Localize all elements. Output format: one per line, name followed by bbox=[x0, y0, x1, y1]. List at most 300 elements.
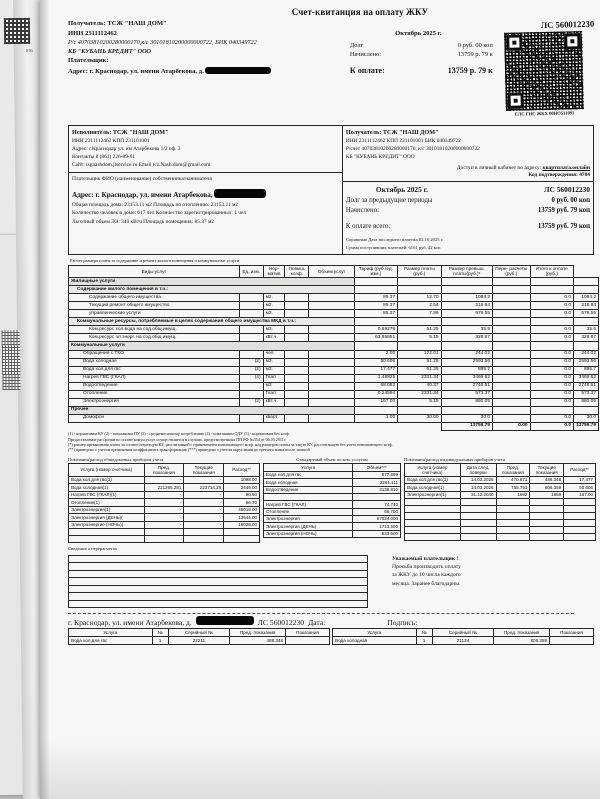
info-right-column bbox=[343, 126, 593, 254]
header-amounts-block bbox=[344, 20, 493, 77]
redaction-bar-address bbox=[205, 67, 271, 74]
indiv-meter-col-header: Расход** bbox=[564, 464, 596, 476]
norm-service: Водоотведение bbox=[264, 486, 353, 493]
service-mark: (2) bbox=[239, 358, 263, 366]
debt-row bbox=[344, 42, 493, 50]
service-name: Содержание общего имущества bbox=[69, 294, 240, 302]
recalc-cell[interactable] bbox=[69, 570, 368, 578]
payer-full-address-value: г. Краснодар, ул. имени Атарбекова, bbox=[95, 190, 213, 199]
service-excess bbox=[493, 398, 531, 406]
recalc-cell[interactable] bbox=[69, 600, 368, 608]
service-total: 30.0 bbox=[573, 414, 598, 422]
service-category-label: Содержание жилого помещения в т.ч.: bbox=[69, 286, 355, 294]
indiv-meter-next-check: 14.03.2026 bbox=[460, 476, 496, 483]
indiv-meter-empty-cell bbox=[405, 527, 461, 534]
service-empty-cell bbox=[398, 318, 441, 326]
norm-col-header: Услуга bbox=[264, 464, 353, 471]
service-volume: 167.00 bbox=[354, 398, 397, 406]
service-coef bbox=[309, 366, 354, 374]
last-payment-date: Справочно Дата последнего платежа 02.10.2025 г. bbox=[345, 237, 444, 243]
services-col-header: Размер платы (руб.) bbox=[398, 265, 441, 278]
service-recalc: 0.0 bbox=[530, 326, 573, 334]
service-recalc: 0.0 bbox=[530, 358, 573, 366]
service-empty-cell bbox=[573, 342, 598, 350]
common-meter-service: Электроэнергия (ДЕНЬ)( bbox=[69, 514, 145, 521]
stub-col-header-left: Пред. показания bbox=[230, 629, 286, 637]
service-unit: м2. bbox=[263, 302, 285, 310]
service-mark: (2) bbox=[239, 398, 263, 406]
summary-period: Октябрь 2025 г. bbox=[375, 184, 429, 194]
accrued-row bbox=[344, 51, 493, 59]
common-meter-service: Нагрев ГВС (ГКАЛ)(1) bbox=[69, 491, 145, 498]
common-meter-row bbox=[69, 484, 260, 491]
service-row bbox=[69, 294, 599, 302]
individual-meters-table bbox=[404, 463, 596, 541]
common-meter-row bbox=[69, 521, 260, 528]
service-empty-cell bbox=[530, 342, 573, 350]
executor-label: Исполнитель: bbox=[72, 128, 112, 136]
indiv-meter-prev: 1692 bbox=[496, 491, 530, 498]
service-tariff: 51.25 bbox=[398, 358, 441, 366]
service-unit: м3 bbox=[263, 382, 285, 390]
service-norm bbox=[285, 350, 309, 358]
service-unit: кВт.ч bbox=[263, 398, 285, 406]
service-empty-cell bbox=[441, 318, 492, 326]
indiv-meter-row-empty bbox=[405, 499, 596, 506]
norm-volume-row bbox=[264, 508, 401, 515]
stub-serial: 21134 bbox=[432, 637, 494, 645]
page-left-shadow bbox=[40, 0, 50, 799]
services-col-header: Тариф (руб./ед. изм.) bbox=[354, 265, 397, 278]
service-excess bbox=[493, 358, 531, 366]
cabinet-access-link[interactable]: квартплата.онлайн bbox=[542, 165, 590, 172]
common-meters-header-row bbox=[69, 464, 260, 476]
service-row bbox=[69, 358, 599, 366]
stub-service: Вода холодная bbox=[333, 637, 417, 645]
receipt-page bbox=[40, 0, 600, 799]
service-tariff: 51.25 bbox=[398, 326, 441, 334]
service-tariff: 2.54 bbox=[398, 302, 441, 310]
service-norm bbox=[285, 302, 309, 310]
service-volume: 2.00 bbox=[354, 350, 397, 358]
service-mark bbox=[239, 310, 263, 318]
service-norm bbox=[285, 334, 309, 342]
service-empty-cell bbox=[398, 342, 441, 350]
payer-fio-caption: Плательщик ФИО (наименование) собственника/нанимателя bbox=[72, 175, 212, 182]
indiv-meter-empty-cell bbox=[496, 527, 530, 534]
recalc-row bbox=[69, 578, 368, 586]
indiv-meter-row bbox=[405, 484, 596, 491]
indiv-meter-empty-cell bbox=[460, 513, 496, 520]
recalc-cell[interactable] bbox=[69, 563, 368, 571]
payer-address-line bbox=[68, 67, 344, 76]
summary-box bbox=[343, 182, 593, 254]
service-coef bbox=[309, 390, 354, 398]
common-meter-prev: - bbox=[144, 491, 184, 498]
indiv-meter-empty-cell bbox=[530, 513, 564, 520]
recalc-cell[interactable] bbox=[69, 555, 368, 563]
service-empty-cell bbox=[493, 318, 531, 326]
service-unit: м2. bbox=[263, 310, 285, 318]
service-name: Ком.ресурс эл.энерг. на сод.общ.имущ. bbox=[69, 334, 240, 342]
stub-table-right[interactable] bbox=[332, 628, 594, 645]
service-mark bbox=[239, 326, 263, 334]
norm-volume-row bbox=[264, 471, 401, 478]
topay-label: К оплате: bbox=[349, 66, 385, 76]
service-total: 3469.62 bbox=[573, 374, 598, 382]
service-volume: 85.37 bbox=[354, 294, 397, 302]
recalc-cell[interactable] bbox=[69, 593, 368, 601]
common-meter-prev: - bbox=[144, 514, 184, 521]
background-qr-icon bbox=[4, 18, 30, 44]
service-recalc: 0.0 bbox=[530, 414, 573, 422]
common-meter-empty-cell bbox=[184, 529, 224, 536]
common-meter-col-header: Пред. показания bbox=[144, 464, 184, 476]
service-norm bbox=[285, 310, 309, 318]
confirmation-code-label: Код подтверждения: bbox=[528, 171, 578, 178]
recalc-and-notice bbox=[68, 555, 596, 609]
service-mark bbox=[239, 350, 263, 358]
service-norm bbox=[285, 374, 309, 382]
service-category-label: Прочее bbox=[69, 406, 355, 414]
topay-row bbox=[344, 66, 493, 76]
service-row bbox=[69, 390, 599, 398]
indiv-meter-empty-cell bbox=[405, 513, 461, 520]
indiv-meter-row bbox=[405, 476, 596, 483]
common-meter-service: Вода хол.для гвс(1) bbox=[69, 476, 145, 483]
recalc-row bbox=[69, 585, 368, 593]
service-name: Отопление bbox=[69, 390, 240, 398]
payer-label: Плательщик: bbox=[68, 57, 109, 65]
service-row bbox=[69, 326, 599, 334]
qr-caption: ЕЛС ГИС ЖКХ 00НО511091 bbox=[514, 110, 575, 118]
recipient-label: Получатель: bbox=[68, 19, 106, 27]
service-fee: 30.0 bbox=[441, 414, 492, 422]
service-fee: 328.87 bbox=[441, 334, 492, 342]
recipient-bank-name: КБ "КУБАНЬ КРЕДИТ" ООО bbox=[68, 48, 152, 56]
stub-row-right bbox=[333, 637, 594, 645]
service-empty-cell bbox=[573, 318, 598, 326]
service-row bbox=[69, 398, 599, 406]
meters-section bbox=[68, 454, 596, 543]
stub-account: ЛС 560012230 bbox=[257, 618, 305, 628]
qr-code-icon bbox=[505, 32, 585, 112]
service-norm bbox=[285, 294, 309, 302]
indiv-meter-empty-cell bbox=[530, 520, 564, 527]
service-coef bbox=[309, 294, 354, 302]
service-empty-cell bbox=[493, 406, 531, 414]
indiv-meter-empty-cell bbox=[564, 499, 596, 506]
service-excess bbox=[493, 414, 531, 422]
common-meter-col-header: Текущие показания bbox=[184, 464, 224, 476]
common-meter-empty-cell bbox=[69, 529, 145, 536]
indiv-meter-empty-cell bbox=[564, 527, 596, 534]
payer-full-address-label: Адрес: bbox=[72, 190, 94, 199]
common-meter-curr: - bbox=[184, 514, 224, 521]
summary-prev-debt-label: Долг за предыдущие периоды bbox=[345, 196, 433, 204]
payer-address-value: г. Краснодар, ул. имени Атарбекова, д. bbox=[89, 67, 204, 75]
individual-meters-block bbox=[404, 454, 596, 543]
service-volume: 85.37 bbox=[354, 310, 397, 318]
background-qr-icon-secondary bbox=[1, 330, 20, 390]
indiv-meter-curr: 488.348 bbox=[530, 476, 564, 483]
summary-total-value: 13759 руб. 79 коп bbox=[537, 223, 590, 231]
service-empty-cell bbox=[398, 278, 441, 286]
service-coef bbox=[309, 374, 354, 382]
indiv-meter-service: Вода холодная(1) bbox=[405, 484, 461, 491]
common-meter-usage: 66.70 bbox=[224, 499, 260, 506]
stub-col-header-right: Показания bbox=[550, 629, 594, 637]
service-category-label: Жилищные услуги bbox=[69, 278, 355, 286]
common-meter-col-header: Расход** bbox=[224, 464, 260, 476]
service-empty-cell bbox=[493, 286, 531, 294]
indiv-meter-next-check: 31.12.2040 bbox=[460, 491, 496, 498]
stub-signature-label: Подпись: bbox=[387, 618, 418, 628]
norm-volume: 74.740 bbox=[353, 501, 401, 508]
common-meter-usage: 45018.00 bbox=[224, 506, 260, 513]
footnote-line: Предоставление рассрочки по оплате комун.услуг осуществляется в случаях, предусмотренных ПП РФ №354 от 06.05.2011г. bbox=[68, 436, 287, 442]
indiv-meter-empty-cell bbox=[460, 506, 496, 513]
service-empty-cell bbox=[354, 278, 397, 286]
common-meter-row bbox=[69, 506, 260, 513]
background-fragment-text: 091 bbox=[25, 47, 34, 54]
billing-period: Октябрь 2025 г. bbox=[395, 29, 442, 37]
norm-volume-row bbox=[264, 494, 401, 501]
recalc-table[interactable] bbox=[68, 555, 368, 609]
indiv-meter-empty-cell bbox=[530, 499, 564, 506]
qr-finder-bottom-left bbox=[508, 93, 524, 109]
service-total: 35.5 bbox=[573, 326, 598, 334]
service-empty-cell bbox=[573, 286, 598, 294]
indiv-meter-empty-cell bbox=[564, 534, 596, 541]
stub-row-left bbox=[69, 637, 330, 645]
common-meter-curr: - bbox=[184, 476, 224, 483]
services-total-amount: 13759.79 bbox=[573, 422, 598, 430]
stub-table-left[interactable] bbox=[68, 628, 330, 645]
summary-prev-debt-row bbox=[346, 197, 590, 205]
common-meter-usage: 90.50 bbox=[224, 491, 260, 498]
summary-period-row bbox=[346, 185, 590, 194]
tear-off-divider bbox=[68, 613, 574, 614]
service-coef bbox=[309, 414, 354, 422]
stub-current-reading[interactable] bbox=[286, 637, 330, 645]
receiver-bank: КБ "КУБАНЬ КРЕДИТ" ООО bbox=[345, 153, 415, 160]
service-mark bbox=[239, 382, 263, 390]
qr-finder-top-right bbox=[565, 34, 581, 50]
indiv-meter-empty-cell bbox=[496, 520, 530, 527]
indiv-meter-usage: 167.00 bbox=[564, 491, 596, 498]
accrued-value: 13759 р. 79 к bbox=[457, 51, 493, 59]
service-excess bbox=[493, 390, 531, 398]
recipient-inn: ИНН 2311112462 bbox=[68, 29, 117, 37]
indiv-meter-empty-cell bbox=[405, 520, 461, 527]
common-meter-prev: 221265.281 bbox=[144, 484, 184, 491]
indiv-meter-curr: 806.359 bbox=[530, 484, 564, 491]
service-coef bbox=[309, 310, 354, 318]
executor-name: ТСЖ "НАШ ДОМ" bbox=[112, 128, 169, 136]
redaction-bar-stub-address bbox=[196, 616, 254, 625]
service-empty-cell bbox=[441, 406, 492, 414]
service-volume: 50.606 bbox=[354, 358, 397, 366]
norm-service: Вода холодная bbox=[264, 479, 353, 486]
service-total: 2748.51 bbox=[573, 382, 598, 390]
header-row bbox=[46, 20, 596, 117]
service-group-row bbox=[69, 342, 599, 350]
indiv-meter-col-header: Услуга (номер счетчика) bbox=[405, 464, 461, 476]
service-mark: (4) bbox=[239, 374, 263, 382]
indiv-meter-empty-cell bbox=[460, 527, 496, 534]
indiv-meter-curr: 1859 bbox=[530, 491, 564, 498]
indiv-meter-empty-cell bbox=[460, 520, 496, 527]
receiver-inn-kpp-bik: ИНН 2311112462 КПП 231101001 БИК 040349722 bbox=[345, 137, 461, 144]
service-excess bbox=[493, 374, 531, 382]
service-recalc: 0.0 bbox=[530, 302, 573, 310]
norm-volume-row bbox=[264, 501, 401, 508]
service-unit: чел bbox=[263, 350, 285, 358]
service-volume: 85.37 bbox=[354, 302, 397, 310]
common-meter-curr: 223714.28 bbox=[184, 484, 224, 491]
norm-volume: 1713.500 bbox=[353, 523, 401, 530]
recalc-caption: Сведения о перерасчетах bbox=[68, 546, 118, 552]
service-fee: 1084.2 bbox=[441, 294, 492, 302]
common-meters-table bbox=[68, 463, 260, 543]
service-fee: 679.55 bbox=[441, 310, 492, 318]
norm-volume: 66.700 bbox=[353, 508, 401, 515]
service-mark bbox=[239, 334, 263, 342]
service-fee: 216.84 bbox=[441, 302, 492, 310]
norm-service: Электроэнергия (ДЕНЬ) bbox=[264, 523, 353, 530]
confirmation-code-row bbox=[346, 172, 590, 179]
service-row bbox=[69, 302, 599, 310]
house-area-info: Общая площадь дома: 23153.11 м2 Площадь по отоплению: 23153.11 м2 bbox=[72, 202, 239, 209]
stub-prev-reading: 488.348 bbox=[230, 637, 286, 645]
receiver-name: ТСЖ "НАШ ДОМ" bbox=[382, 128, 439, 136]
indiv-meter-service: Вода хол.для гвс(1) bbox=[405, 476, 461, 483]
stub-current-reading[interactable] bbox=[550, 637, 594, 645]
stub-header-line bbox=[68, 616, 596, 627]
service-empty-cell bbox=[398, 286, 441, 294]
service-fee: 2748.51 bbox=[441, 382, 492, 390]
stub-col-header-right: Пред. показания bbox=[494, 629, 550, 637]
service-fee: 35.5 bbox=[441, 326, 492, 334]
services-col-header: Итого к оплате (руб.) bbox=[530, 265, 573, 278]
stub-number: 1 bbox=[416, 637, 432, 645]
norm-volume-row bbox=[264, 479, 401, 486]
service-norm bbox=[285, 366, 309, 374]
service-excess bbox=[493, 382, 531, 390]
service-name: Ком.ресурс хол.вода на сод.общ.имущ. bbox=[69, 326, 240, 334]
service-coef bbox=[309, 302, 354, 310]
footnote-line: (1) - нормативам КУ (2) - показаниям ПУ (3) - среднемесячному потреблению (4) - показаниям ОДУ (5) - нормативам без коэф. bbox=[68, 431, 290, 437]
service-fee: 573.37 bbox=[441, 390, 492, 398]
service-tariff: 51.25 bbox=[398, 366, 441, 374]
norm-service: Нагрев ГВС (ГКАЛ) bbox=[264, 501, 353, 508]
service-mark: (2) bbox=[239, 366, 263, 374]
service-volume: 63.85851 bbox=[354, 334, 397, 342]
service-row bbox=[69, 382, 599, 390]
service-volume: 0.69278 bbox=[354, 326, 397, 334]
service-total: 1084.2 bbox=[573, 294, 598, 302]
service-coef bbox=[309, 350, 354, 358]
common-meter-prev: - bbox=[144, 521, 184, 528]
stub-right-header-row bbox=[333, 629, 594, 637]
service-total: 216.84 bbox=[573, 302, 598, 310]
header-qr-block bbox=[493, 20, 596, 117]
debt-label: Долг bbox=[349, 42, 364, 49]
service-volume: 1.48825 bbox=[354, 374, 397, 382]
services-total-pad bbox=[69, 422, 442, 430]
service-mark bbox=[239, 294, 263, 302]
receiver-account: Р/счет 40703810200280000170, к/с 30101810200000000722 bbox=[345, 145, 480, 152]
service-unit: м3. bbox=[263, 326, 285, 334]
service-total: 2593.56 bbox=[573, 358, 598, 366]
norm-volumes-caption: Стандартный объем по ком. услугам bbox=[296, 457, 368, 463]
footnote-line: (*) размер превышения платы за соответствующую КУ, рассчитанной с применением повышающего коэф. над размером платы за такую КУ, рассчитанную без учета повышающего коэф. bbox=[68, 441, 393, 447]
services-col-header: Пере- расчеты (руб.) bbox=[493, 265, 531, 278]
indiv-meter-row-empty bbox=[405, 534, 596, 541]
service-recalc: 0.0 bbox=[530, 382, 573, 390]
recalc-cell[interactable] bbox=[69, 578, 368, 586]
service-fee: 2593.56 bbox=[441, 358, 492, 366]
recalc-cell[interactable] bbox=[69, 585, 368, 593]
service-excess bbox=[493, 294, 531, 302]
residents-info: Количество человек в доме: 617 чел Количество зарегистрированных: 1 чел bbox=[72, 210, 247, 217]
norm-service bbox=[264, 494, 353, 501]
executor-site-email: Сайт: tsgnashdom.jlservice.ru Email tcz.Nash.dom@gmail.com bbox=[72, 161, 211, 168]
payment-notice bbox=[392, 555, 461, 609]
service-recalc: 0.0 bbox=[530, 334, 573, 342]
service-group-row bbox=[69, 278, 599, 286]
stub-col-header-left: Показания bbox=[286, 629, 330, 637]
service-total: 244.02 bbox=[573, 350, 598, 358]
payer-address-label: Адрес: bbox=[68, 67, 88, 75]
common-meter-usage: 13644.00 bbox=[224, 514, 260, 521]
stub-address: г. Краснодар, ул. имени Атарбекова, д. bbox=[68, 618, 192, 628]
stub-col-header-left: Услуга bbox=[69, 629, 153, 637]
services-table bbox=[68, 265, 599, 431]
info-block bbox=[68, 125, 594, 255]
payer-full-address bbox=[72, 189, 339, 200]
norm-service: Отопление bbox=[264, 508, 353, 515]
summary-account: ЛС 560012230 bbox=[544, 184, 590, 194]
services-col-header: Объем услуг bbox=[309, 265, 354, 278]
services-total-fee: 13759.79 bbox=[441, 422, 492, 430]
indiv-meter-empty-cell bbox=[564, 520, 596, 527]
common-meter-empty-cell bbox=[184, 536, 224, 543]
confirmation-code-value: 4784 bbox=[579, 171, 590, 178]
service-norm bbox=[285, 414, 309, 422]
service-unit: кварт bbox=[263, 414, 285, 422]
recalc-row bbox=[69, 570, 368, 578]
norm-service: Электроэнергия (НОЧЬ) bbox=[264, 530, 353, 537]
indiv-meter-service: Электроэнергия(1) bbox=[405, 491, 461, 498]
service-empty-cell bbox=[530, 318, 573, 326]
common-meter-prev: - bbox=[144, 499, 184, 506]
service-volume: 0.24594 bbox=[354, 390, 397, 398]
service-norm bbox=[285, 326, 309, 334]
indiv-meter-prev: 470.871 bbox=[496, 476, 530, 483]
recalc-row bbox=[69, 563, 368, 571]
service-tariff: 5.15 bbox=[398, 398, 441, 406]
common-meter-usage: 2449.00 bbox=[224, 484, 260, 491]
service-norm bbox=[285, 398, 309, 406]
service-empty-cell bbox=[573, 406, 598, 414]
indiv-meter-empty-cell bbox=[405, 499, 461, 506]
recalc-row bbox=[69, 593, 368, 601]
stub-date-label: Дата: bbox=[308, 618, 326, 628]
personal-account-number: ЛС 560012230 bbox=[540, 18, 595, 31]
service-mark bbox=[239, 414, 263, 422]
